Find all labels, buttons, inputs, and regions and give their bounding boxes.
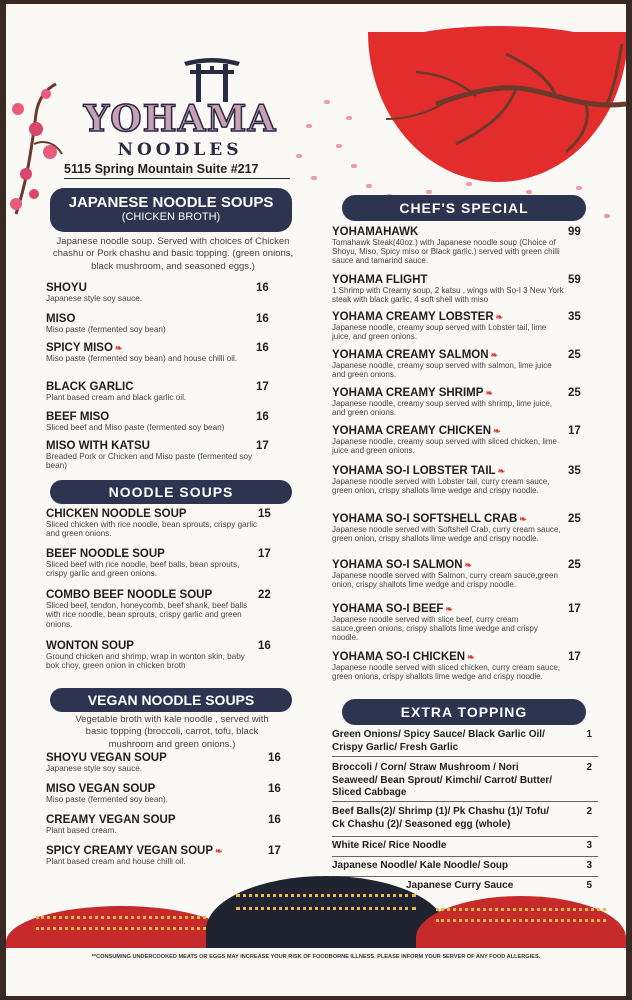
menu-item-name: [332, 425, 564, 437]
menu-item-description: Japanese style soy sauce.: [46, 294, 143, 303]
menu-item-name-text: YOHAMA SO-I SOFTSHELL CRAB: [332, 513, 518, 525]
menu-item: [46, 440, 269, 471]
divider: [332, 856, 598, 857]
menu-item-description: Japanese noodle served with Softshell Crab, curry cream sauce, green onion, crispy shallots lime wedge and crispy noodle.: [332, 525, 561, 544]
menu-item-name-text: MISO: [46, 313, 76, 325]
menu-item-name: [332, 349, 564, 361]
menu-item-description: Plant based cream and black garlic oil.: [46, 393, 187, 402]
menu-item-name-text: SPICY MISO: [46, 342, 113, 354]
menu-item-price: 17: [256, 440, 269, 452]
menu-item: [332, 651, 581, 682]
extra-topping-text: Japanese Curry Sauce: [406, 880, 514, 891]
menu-item-price: 16: [268, 814, 281, 826]
menu-item-name-text: CREAMY VEGAN SOUP: [46, 814, 176, 826]
menu-item-description: Ground chicken and shrimp, wrap in wonton skin, baby bok choy, green onion in chicken broth: [46, 652, 245, 671]
menu-page: [6, 4, 626, 996]
menu-item-description: Plant based cream and house chilli oil.: [46, 857, 186, 866]
chili-pepper-icon: ❧: [490, 350, 499, 360]
menu-item-price: 35: [568, 311, 581, 323]
menu-item-description: Sliced chicken with rice noodle, bean sprouts, crispy garlic and green onions.: [46, 520, 258, 539]
cherry-branch-illustration: [356, 34, 626, 164]
menu-item-name-text: YOHAMA CREAMY SHRIMP: [332, 387, 484, 399]
menu-item-name: [46, 845, 278, 857]
divider: [332, 876, 598, 877]
menu-item-price: 17: [268, 845, 281, 857]
menu-item: [46, 508, 271, 539]
menu-item-name-text: BEEF NOODLE SOUP: [46, 548, 165, 560]
menu-item: [46, 640, 271, 671]
menu-item-description: Sliced beef, tendon, honeycomb, beef shank, beef balls with rice noodle, bean sprouts, crispy garlic and green onions.: [46, 601, 248, 629]
menu-item-price: 17: [568, 425, 581, 437]
menu-item-price: 25: [568, 349, 581, 361]
menu-item: [46, 282, 269, 303]
menu-item-price: 16: [256, 313, 269, 325]
menu-item: [332, 349, 581, 380]
menu-item-name: [46, 282, 256, 294]
chili-pepper-icon: ❧: [114, 343, 123, 353]
menu-item: [332, 311, 581, 342]
menu-item-name: [46, 783, 278, 795]
menu-item-name: [332, 311, 564, 323]
menu-item-name-text: YOHAMA SO-I CHICKEN: [332, 651, 466, 663]
menu-item-name: [332, 226, 564, 238]
chili-pepper-icon: ❧: [215, 846, 223, 856]
chili-pepper-icon: ❧: [445, 604, 453, 614]
menu-item: [332, 274, 581, 305]
bowl-pattern-center: [236, 894, 416, 910]
menu-item: [332, 513, 581, 544]
menu-item-name-text: SPICY CREAMY VEGAN SOUP: [46, 845, 214, 857]
menu-item: [46, 313, 269, 334]
vegan-noodle-soups-header: VEGAN NOODLE SOUPS: [50, 688, 292, 712]
menu-item-name: [46, 640, 258, 652]
menu-item: [46, 783, 281, 804]
menu-item-price: 17: [568, 651, 581, 663]
menu-item-name: [46, 589, 258, 601]
menu-item-name-text: YOHAMA SO-I LOBSTER TAIL: [332, 465, 496, 477]
menu-item-price: 15: [258, 508, 271, 520]
menu-item-name-text: YOHAMA CREAMY CHICKEN: [332, 425, 492, 437]
extra-topping-text: Green Onions/ Spicy Sauce/ Black Garlic Oil/ Crispy Garlic/ Fresh Garlic: [332, 729, 545, 753]
menu-item-price: 59: [568, 274, 581, 286]
menu-item-description: Japanese style soy sauce.: [46, 764, 143, 773]
menu-item-name-text: YOHAMA SO-I SALMON: [332, 559, 463, 571]
chili-pepper-icon: ❧: [519, 514, 527, 524]
divider: [332, 756, 598, 757]
menu-item-price: 16: [268, 752, 281, 764]
extra-topping-item: [332, 860, 592, 873]
menu-item-price: 16: [256, 411, 269, 423]
menu-item-name-text: SHOYU VEGAN SOUP: [46, 752, 167, 764]
menu-item-price: 25: [568, 513, 581, 525]
menu-item-name-text: YOHAMA CREAMY LOBSTER: [332, 311, 494, 323]
address: 5115 Spring Mountain Suite #217: [64, 162, 290, 179]
menu-item-price: 16: [268, 783, 281, 795]
menu-item-description: Japanese noodle, creamy soup served with shrimp, lime juice, and green onions.: [332, 399, 553, 418]
menu-item-name: [332, 603, 564, 615]
divider: [332, 801, 598, 802]
menu-item-description: Tomahawk Steak(40oz.) with Japanese noodle soup (Choice of Shoyu, Miso, Spicy miso or Black garlic.) served with green chilli sauce and tamarind sauce.: [332, 238, 560, 266]
menu-item-name: [46, 508, 258, 520]
extra-topping-price: 2: [586, 762, 592, 773]
extra-topping-item: [332, 806, 592, 831]
menu-item-name-text: YOHAMA CREAMY SALMON: [332, 349, 489, 361]
menu-item-name: [46, 313, 256, 325]
menu-item-name: [332, 513, 564, 525]
menu-item-description: Japanese noodle, creamy soup served with Lobster tail, lime juice, and green onions.: [332, 323, 547, 342]
menu-item-name-text: WONTON SOUP: [46, 640, 134, 652]
allergy-disclaimer: **CONSUMING UNDERCOOKED MEATS OR EGGS MAY INCREASE YOUR RISK OF FOODBORNE ILLNESS. PLEASE INFORM YOUR SERVER OF ANY FOOD ALLERGIES.: [91, 954, 541, 960]
chili-pepper-icon: ❧: [467, 652, 475, 662]
extra-topping-item: [332, 762, 592, 800]
extra-topping-text: Beef Balls(2)/ Shrimp (1)/ Pk Chashu (1)/ Tofu/ Ck Chashu (2)/ Seasoned egg (whole): [332, 806, 550, 830]
chili-pepper-icon: ❧: [495, 312, 504, 322]
noodle-soups-header: NOODLE SOUPS: [50, 480, 292, 504]
menu-item-description: 1 Shrimp with Creamy soup, 2 katsu , wings with So-I 3 New York steak with black garlic, 4 soft shell with miso: [332, 286, 564, 305]
menu-item-description: Japanese noodle, creamy soup served with sliced chicken, lime juice and green onions.: [332, 437, 558, 456]
extra-topping-text: White Rice/ Rice Noodle: [332, 840, 447, 851]
menu-item-price: 16: [256, 342, 269, 354]
menu-item-name: [332, 559, 564, 571]
menu-item: [332, 425, 581, 456]
menu-item-description: Miso paste (fermented soy bean): [46, 325, 166, 334]
menu-item-price: 35: [568, 465, 581, 477]
menu-item: [46, 411, 269, 432]
bowl-pattern-left: [36, 916, 206, 930]
menu-item-name: [332, 274, 564, 286]
menu-item-name: [46, 440, 256, 452]
menu-item-price: 99: [568, 226, 581, 238]
menu-item-name: [46, 548, 258, 560]
bowl-pattern-right: [436, 908, 606, 922]
extra-topping-item: [332, 840, 592, 853]
chili-pepper-icon: ❧: [493, 426, 501, 436]
chili-pepper-icon: ❧: [464, 560, 473, 570]
menu-item-description: Japanese noodle, creamy soup served with salmon, lime juice and green onions.: [332, 361, 552, 380]
menu-item-description: Sliced beef and Miso paste (fermented soy bean): [46, 423, 225, 432]
brand-subtitle: NOODLES: [117, 140, 243, 160]
menu-item-name: [46, 381, 256, 393]
menu-item-name-text: MISO WITH KATSU: [46, 440, 150, 452]
brand-name: YOHAMA: [83, 98, 277, 140]
menu-item: [46, 342, 269, 363]
menu-item: [46, 845, 281, 866]
menu-item: [332, 387, 581, 418]
menu-item-description: Plant based cream.: [46, 826, 117, 835]
menu-item: [46, 589, 271, 629]
menu-item-price: 16: [258, 640, 271, 652]
menu-item-name: [332, 465, 564, 477]
menu-item: [46, 381, 269, 402]
chefs-special-header: CHEF'S SPECIAL: [342, 195, 586, 221]
menu-item-price: 17: [258, 548, 271, 560]
menu-item-name-text: COMBO BEEF NOODLE SOUP: [46, 589, 213, 601]
divider: [332, 836, 598, 837]
menu-item-price: 25: [568, 559, 581, 571]
menu-item-description: Japanese noodle served with sliced chicken, curry cream sauce, green onions, crispy shallots lime wedge and crispy noodle.: [332, 663, 561, 682]
menu-item: [46, 814, 281, 835]
chili-pepper-icon: ❧: [497, 466, 506, 476]
extra-topping-price: 3: [586, 860, 592, 871]
menu-item-description: Japanese noodle served with slice beef, curry cream sauce,green onions, crispy shallots lime wedge and crispy noodle.: [332, 615, 538, 643]
chili-pepper-icon: ❧: [485, 388, 493, 398]
menu-item-description: Breaded Pork or Chicken and Miso paste (fermented soy bean): [46, 452, 253, 471]
menu-item-name-text: BEEF MISO: [46, 411, 110, 423]
menu-item-name-text: MISO VEGAN SOUP: [46, 783, 156, 795]
vegan-section-description: Vegetable broth with kale noodle , served with basic topping (broccoli, carrot, tofu, black mushroom and green onions.): [75, 714, 269, 750]
menu-item-price: 16: [256, 282, 269, 294]
extra-topping-text: Japanese Noodle/ Kale Noodle/ Soup: [332, 860, 509, 871]
menu-item: [46, 548, 271, 579]
extra-topping-header: EXTRA TOPPING: [342, 699, 586, 725]
menu-item-price: 22: [258, 589, 271, 601]
menu-item-name-text: BLACK GARLIC: [46, 381, 134, 393]
menu-item: [332, 603, 581, 643]
menu-item: [332, 465, 581, 496]
menu-item-description: Japanese noodle served with Salmon, curry cream sauce,green onion, crispy shallots lime wedge and crispy noodle.: [332, 571, 558, 590]
menu-item-name: [332, 651, 564, 663]
menu-item-name-text: YOHAMAHAWK: [332, 226, 419, 238]
menu-item-name: [46, 752, 278, 764]
menu-item-name: [332, 387, 564, 399]
menu-item-description: Miso paste (fermented soy bean).: [46, 795, 168, 804]
japanese-noodle-soups-header: JAPANESE NOODLE SOUPS (CHICKEN BROTH): [50, 188, 292, 232]
extra-topping-price: 3: [586, 840, 592, 851]
menu-item-price: 17: [568, 603, 581, 615]
menu-item-description: Sliced beef with rice noodle, beef balls, bean sprouts, crispy garlic and green onions.: [46, 560, 240, 579]
extra-topping-price: 5: [586, 880, 592, 891]
menu-item-name: [46, 342, 256, 354]
menu-item: [332, 226, 581, 266]
menu-item-price: 17: [256, 381, 269, 393]
menu-item-name: [46, 411, 256, 423]
menu-item-price: 25: [568, 387, 581, 399]
menu-item: [332, 559, 581, 590]
menu-item-name-text: CHICKEN NOODLE SOUP: [46, 508, 187, 520]
menu-item-description: Japanese noodle served with Lobster tail, curry cream sauce, green onion, crispy shallots lime wedge and crispy noodle.: [332, 477, 550, 496]
torii-gate-icon: [182, 54, 242, 102]
extra-topping-price: 2: [586, 806, 592, 817]
extra-topping-text: Broccoli / Corn/ Straw Mushroom / Nori Seaweed/ Bean Sprout/ Kimchi/ Carrot/ Butter/ Sliced Cabbage: [332, 762, 553, 798]
menu-item-description: Miso paste (fermented soy bean) and house chilli oil.: [46, 354, 238, 363]
extra-topping-item: [332, 729, 592, 754]
menu-item-name: [46, 814, 278, 826]
menu-item-name-text: YOHAMA SO-I BEEF: [332, 603, 444, 615]
extra-topping-price: 1: [586, 729, 592, 740]
extra-topping-item: [406, 880, 592, 893]
japanese-section-description: Japanese noodle soup. Served with choices of Chicken chashu or Pork chashu and basic topping. (green onions, black mushroom, and seasoned eggs.): [52, 236, 294, 272]
menu-item: [46, 752, 281, 773]
menu-item-name-text: YOHAMA FLIGHT: [332, 274, 428, 286]
menu-item-name-text: SHOYU: [46, 282, 87, 294]
